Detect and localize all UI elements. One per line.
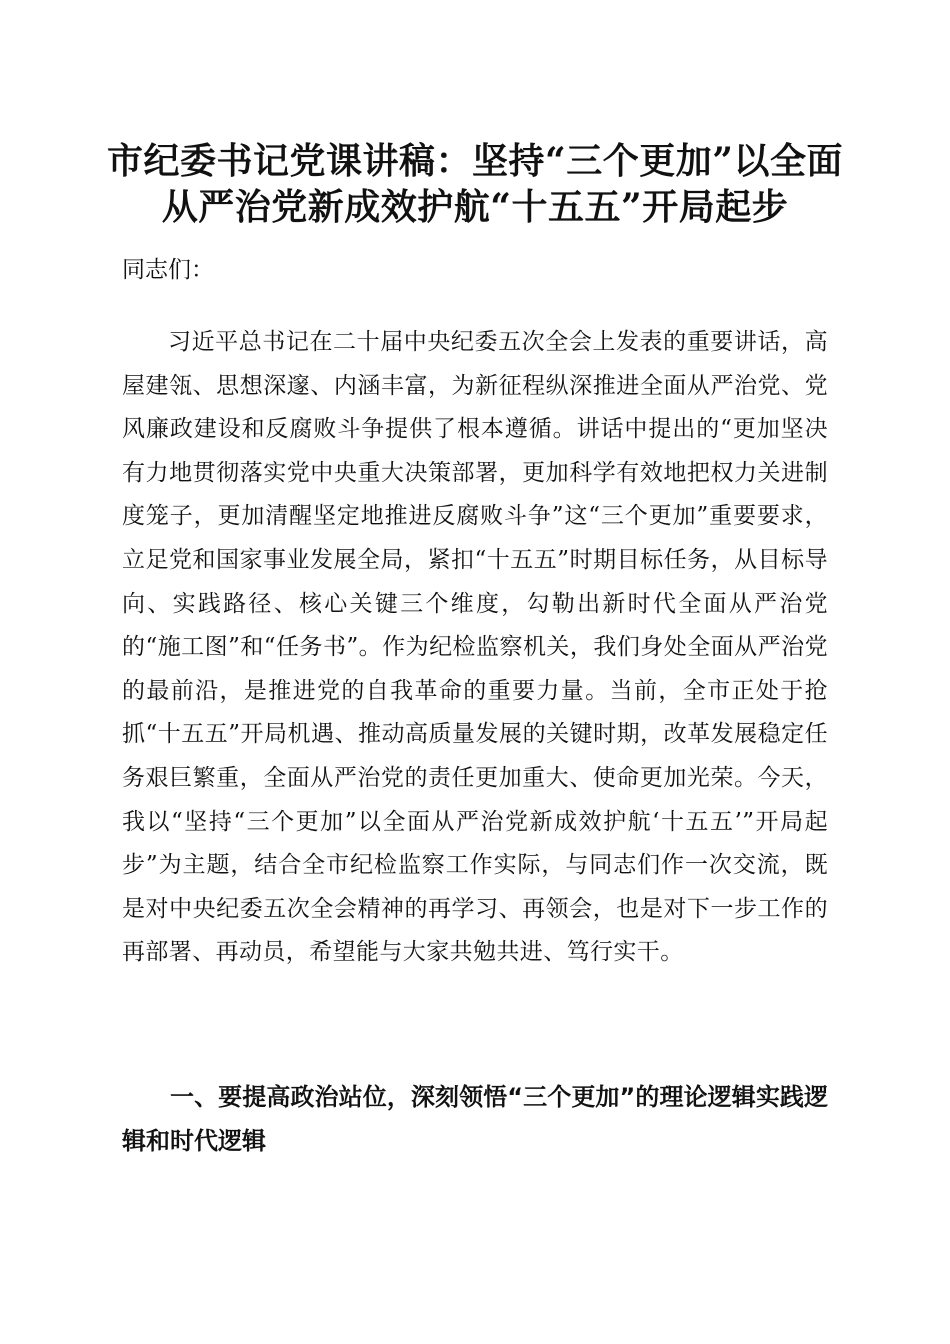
salutation: 同志们： bbox=[122, 257, 214, 283]
intro-paragraph: 习近平总书记在二十届中央纪委五次全会上发表的重要讲话，高屋建瓴、思想深邃、内涵丰富，为新征程纵深推进全面从严治党、党风廉政建设和反腐败斗争提供了根本遵循。讲话中提出的“更加坚决有力地贯彻落实党中央重大决策部署，更加科学有效地把权力关进制度笼子，更加清醒坚定地推进反腐败斗争”这“三个更加”重要要求，立足党和国家事业发展全局，紧扣“十五五”时期目标任务，从目标导向、实践路径、核心关键三个维度，勾勒出新时代全面从严治党的“施工图”和“任务书”。作为纪检监察机关，我们身处全面从严治党的最前沿，是推进党的自我革命的重要力量。当前，全市正处于抢抓“十五五”开局机遇、推动高质量发展的关键时期，改革发展稳定任务艰巨繁重，全面从严治党的责任更加重大、使命更加光荣。今天，我以“坚持“三个更加”以全面从严治党新成效护航‘十五五’”开局起步”为主题，结合全市纪检监察工作实际，与同志们作一次交流，既是对中央纪委五次全会精神的再学习、再领会，也是对下一步工作的再部署、再动员，希望能与大家共勉共进、笃行实干。 bbox=[122, 329, 828, 966]
document-title: 市纪委书记党课讲稿：坚持“三个更加”以全面从严治党新成效护航“十五五”开局起步 bbox=[107, 140, 843, 228]
section-heading-1: 一、要提高政治站位，深刻领悟“三个更加”的理论逻辑实践逻辑和时代逻辑 bbox=[122, 1083, 828, 1155]
